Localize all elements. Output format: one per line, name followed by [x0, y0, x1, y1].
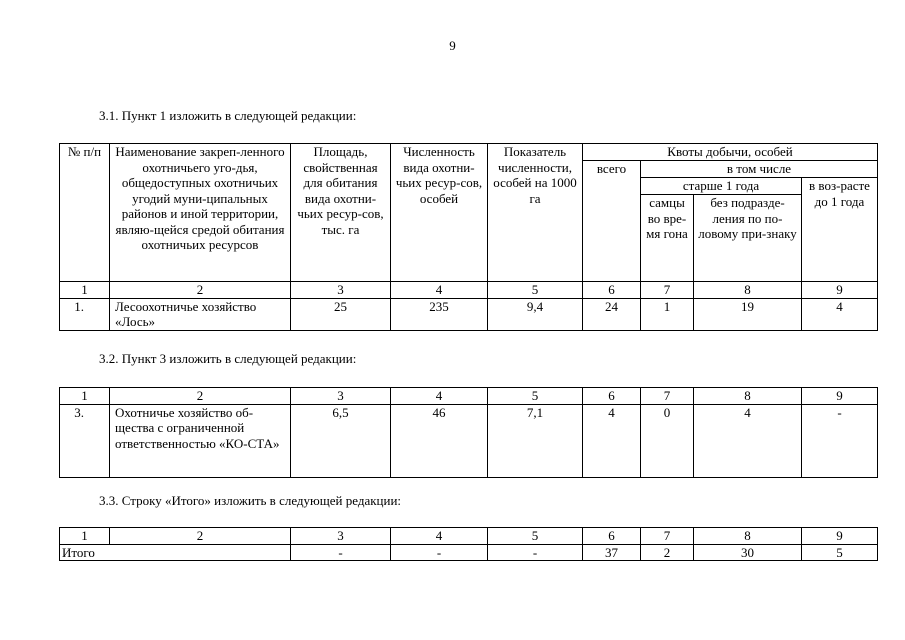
col-num: 4 [391, 388, 488, 405]
col-num: 6 [583, 282, 641, 299]
col-num: 9 [802, 528, 878, 545]
cell-name: Лесоохотничье хозяйство «Лось» [110, 298, 291, 330]
cell-area: - [291, 544, 391, 561]
cell-males: 1 [641, 298, 694, 330]
col-num: 8 [694, 282, 802, 299]
header-total: всего [583, 161, 641, 282]
col-num: 6 [583, 388, 641, 405]
cell-num: 3. [60, 404, 110, 477]
column-numbers-row [60, 282, 878, 299]
col-num: 5 [488, 388, 583, 405]
cell-population: 46 [391, 404, 488, 477]
col-num: 7 [641, 282, 694, 299]
cell-young: 4 [802, 298, 878, 330]
cell-males: 0 [641, 404, 694, 477]
col-num: 9 [802, 388, 878, 405]
col-num: 1 [60, 528, 110, 545]
col-num: 2 [110, 528, 291, 545]
column-numbers-row [60, 528, 878, 545]
cell-name: Охотничье хозяйство об-щества с ограниченной ответственностью «КО-СТА» [110, 404, 291, 477]
header-males: самцы во вре-мя гона [641, 195, 694, 282]
header-density: Показатель численности, особей на 1000 га [488, 144, 583, 282]
col-num: 2 [110, 282, 291, 299]
col-num: 1 [60, 388, 110, 405]
col-num: 3 [291, 282, 391, 299]
header-including: в том числе [641, 161, 878, 178]
cell-young: - [802, 404, 878, 477]
table-2 [59, 387, 878, 478]
header-quotas: Квоты добычи, особей [583, 144, 878, 161]
cell-population: 235 [391, 298, 488, 330]
col-num: 3 [291, 528, 391, 545]
cell-nosex: 30 [694, 544, 802, 561]
header-nosex: без подразде-ления по по-ловому при-знаку [694, 195, 802, 282]
col-num: 7 [641, 528, 694, 545]
header-young: в воз-расте до 1 года [802, 178, 878, 282]
header-older: старше 1 года [641, 178, 802, 195]
cell-density: 7,1 [488, 404, 583, 477]
col-num: 2 [110, 388, 291, 405]
cell-young: 5 [802, 544, 878, 561]
col-num: 9 [802, 282, 878, 299]
col-num: 5 [488, 282, 583, 299]
column-numbers-row [60, 388, 878, 405]
total-row [60, 544, 878, 561]
cell-population: - [391, 544, 488, 561]
cell-area: 25 [291, 298, 391, 330]
cell-males: 2 [641, 544, 694, 561]
col-num: 3 [291, 388, 391, 405]
cell-total: 37 [583, 544, 641, 561]
header-name: Наименование закреп-ленного охотничьего уго-дья, общедоступных охотничьих угодий муни-ципальных районов и иной территории, являю-щейся средой обитания охотничьих ресурсов [110, 144, 291, 282]
header-area: Площадь, свойственная для обитания вида охотни-чьих ресур-сов, тыс. га [291, 144, 391, 282]
page-number: 9 [449, 38, 456, 53]
cell-total: 24 [583, 298, 641, 330]
cell-density: - [488, 544, 583, 561]
cell-area: 6,5 [291, 404, 391, 477]
section-2-heading: 3.2. Пункт 3 изложить в следующей редакции: [99, 351, 357, 366]
table-1 [59, 143, 878, 331]
col-num: 4 [391, 528, 488, 545]
col-num: 8 [694, 528, 802, 545]
total-label: Итого [60, 544, 291, 561]
header-population: Численность вида охотни-чьих ресур-сов, особей [391, 144, 488, 282]
col-num: 7 [641, 388, 694, 405]
header-num: № п/п [60, 144, 110, 282]
cell-nosex: 19 [694, 298, 802, 330]
table-3 [59, 527, 878, 561]
table-row [60, 404, 878, 477]
cell-num: 1. [60, 298, 110, 330]
cell-density: 9,4 [488, 298, 583, 330]
section-3-heading: 3.3. Строку «Итого» изложить в следующей редакции: [99, 493, 402, 508]
table-row [60, 298, 878, 330]
cell-total: 4 [583, 404, 641, 477]
col-num: 5 [488, 528, 583, 545]
col-num: 8 [694, 388, 802, 405]
col-num: 1 [60, 282, 110, 299]
col-num: 4 [391, 282, 488, 299]
cell-nosex: 4 [694, 404, 802, 477]
section-1-heading: 3.1. Пункт 1 изложить в следующей редакции: [99, 108, 357, 123]
col-num: 6 [583, 528, 641, 545]
